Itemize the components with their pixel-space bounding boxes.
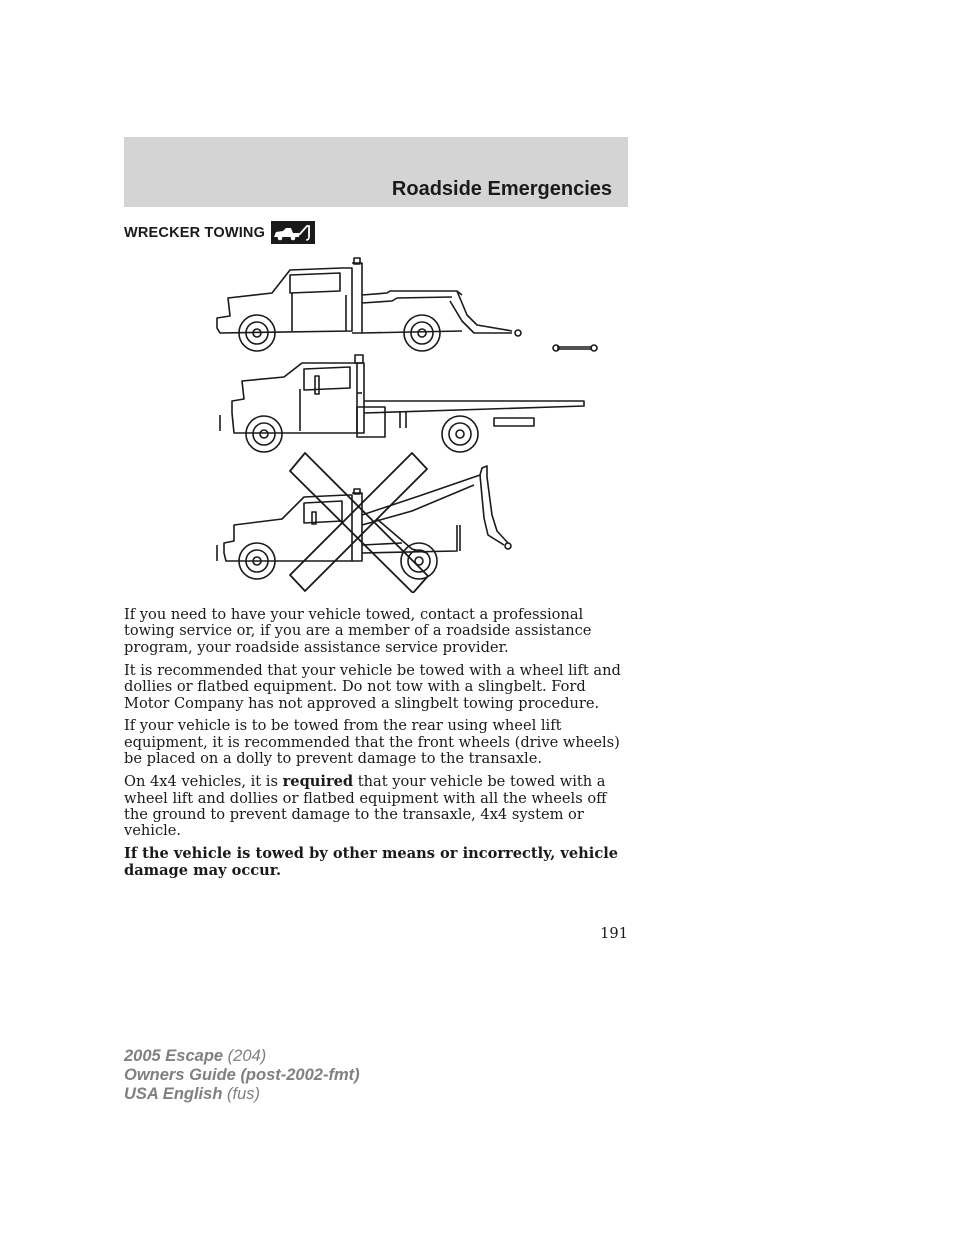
footer-model-code: (204) [223,1047,267,1065]
warning-paragraph [124,846,628,879]
slingbelt-truck [217,453,511,593]
footer-language: USA English [124,1085,223,1103]
paragraph-4x4-lead: On 4x4 vehicles, it is [124,773,283,791]
wheel-lift-truck [217,258,597,351]
page-section-title: Roadside Emergencies [391,178,612,200]
warning-text: If the vehicle is towed by other means or incorrectly, vehicle damage may occur. [124,845,619,879]
section-heading [124,221,315,244]
footer-language-code: (fus) [222,1085,260,1103]
tow-truck-icon [271,221,315,244]
section-heading-text: WRECKER TOWING [124,224,266,241]
footer-line-model [124,1047,360,1066]
paragraph-4x4-rest: that your vehicle be towed with a wheel lift and dollies or flatbed equipment with all the wheels off the ground to prevent damage to the transaxle, 4x4 system or vehicle. [124,773,607,840]
footer-guide: Owners Guide (post-2002-fmt) [124,1066,360,1084]
footer-line-language [124,1085,360,1104]
paragraph-professional-towing: If you need to have your vehicle towed, contact a professional towing service or, if you are a member of a roadside assistance program, your roadside assistance service provider. [124,606,592,656]
towing-methods-illustration [212,253,612,593]
required-emphasis: required [282,773,354,791]
paragraph-rear-towing: If your vehicle is to be towed from the rear using wheel lift equipment, it is recommended that the front wheels (drive wheels) be placed on a dolly to prevent damage to the transaxle. [124,717,620,768]
document-footer [124,1047,360,1104]
paragraph-recommended-equipment: It is recommended that your vehicle be towed with a wheel lift and dollies or flatbed equipment. Do not tow with a slingbelt. Ford Motor Company has not approved a slingbelt towing procedure. [124,661,621,712]
page-number: 191 [600,925,628,942]
paragraph-4x4-towing [124,774,628,840]
flatbed-truck [220,355,584,452]
body-text [124,607,628,886]
footer-line-guide [124,1066,360,1085]
header-band [124,137,628,207]
footer-model: 2005 Escape [124,1047,224,1065]
